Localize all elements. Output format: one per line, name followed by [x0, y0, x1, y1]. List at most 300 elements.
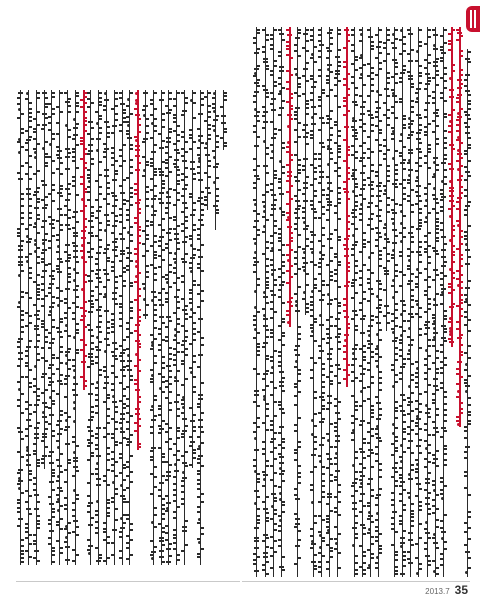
- text-column-stroke: [270, 420, 274, 422]
- text-column-stroke: [318, 75, 322, 77]
- text-column-stroke: [145, 198, 149, 200]
- text-column-stroke: [464, 522, 468, 524]
- text-column-stroke: [281, 321, 285, 323]
- text-column-stroke: [354, 59, 358, 61]
- text-column-stroke: [120, 103, 125, 105]
- text-column-stroke: [59, 518, 63, 520]
- text-column-stroke: [34, 207, 39, 209]
- text-column-stroke: [87, 242, 91, 244]
- text-column-stroke: [270, 372, 274, 374]
- text-column-stroke: [111, 152, 115, 154]
- text-column-stroke: [44, 141, 48, 143]
- text-column-stroke: [57, 271, 62, 273]
- text-column-stroke: [263, 58, 268, 60]
- text-column-stroke: [126, 412, 130, 414]
- text-column-stroke: [161, 218, 165, 220]
- text-column-stroke: [265, 517, 269, 519]
- text-column-stroke: [281, 254, 285, 256]
- text-column-stroke: [104, 214, 109, 216]
- text-column-stroke: [334, 548, 338, 550]
- text-column-stroke: [197, 458, 201, 460]
- text-column-stroke: [410, 299, 414, 301]
- text-column-stroke: [354, 260, 358, 262]
- text-column-stroke: [459, 108, 463, 110]
- text-column-stroke: [449, 187, 454, 189]
- text-column-stroke: [75, 92, 79, 94]
- text-column-stroke: [134, 330, 138, 332]
- text-column-stroke: [286, 212, 290, 214]
- text-column-dot: [449, 180, 452, 183]
- text-column-stroke: [262, 194, 266, 196]
- text-column-stroke: [253, 199, 257, 201]
- text-column-stroke: [273, 284, 277, 286]
- text-column-stroke: [378, 41, 382, 43]
- text-column-stroke: [311, 208, 316, 210]
- text-column-stroke: [326, 433, 330, 435]
- text-column-stroke: [119, 306, 123, 308]
- text-column-stroke: [386, 197, 390, 199]
- text-column: [96, 90, 101, 565]
- text-column-stroke: [67, 98, 71, 100]
- text-column-stroke: [456, 420, 460, 422]
- text-column-stroke: [313, 466, 317, 468]
- text-column-dot: [81, 256, 84, 259]
- text-column-stroke: [352, 508, 357, 510]
- text-column-stroke: [223, 145, 227, 147]
- text-column-stroke: [278, 325, 282, 327]
- text-column-stroke: [378, 258, 382, 260]
- text-column-stroke: [262, 378, 266, 380]
- text-column-stroke: [51, 357, 55, 359]
- text-column-stroke: [134, 299, 138, 301]
- text-column-stroke: [319, 396, 324, 398]
- text-column-stroke: [262, 441, 266, 443]
- text-column-stroke: [407, 447, 411, 449]
- text-column-stroke: [313, 171, 317, 173]
- text-column-stroke: [87, 251, 91, 253]
- text-column-stroke: [198, 113, 203, 115]
- text-column-stroke: [378, 283, 382, 285]
- text-column-stroke: [25, 490, 29, 492]
- text-column-stroke: [367, 442, 371, 444]
- text-column-dot: [368, 334, 371, 337]
- text-column-stroke: [106, 260, 110, 262]
- text-column-stroke: [362, 555, 366, 557]
- text-column-stroke: [399, 355, 403, 357]
- text-column-stroke: [98, 115, 102, 117]
- text-column-stroke: [441, 325, 446, 327]
- text-column-stroke: [103, 156, 107, 158]
- text-column-stroke: [394, 291, 398, 293]
- text-column-stroke: [181, 363, 185, 365]
- text-column-stroke: [176, 342, 180, 344]
- text-column-stroke: [126, 116, 130, 118]
- text-column-stroke: [335, 70, 340, 72]
- text-column-stroke: [145, 125, 149, 127]
- text-column-stroke: [289, 198, 293, 200]
- text-column-stroke: [33, 148, 37, 150]
- text-column-stroke: [329, 474, 333, 476]
- text-column-stroke: [378, 68, 382, 70]
- text-column-stroke: [360, 373, 365, 375]
- text-column-stroke: [192, 361, 196, 363]
- text-column-stroke: [326, 568, 330, 570]
- text-column-stroke: [427, 151, 431, 153]
- text-column-stroke: [81, 230, 86, 232]
- text-column-stroke: [200, 465, 204, 467]
- text-column-stroke: [367, 269, 371, 271]
- text-column-stroke: [370, 41, 374, 43]
- text-column-stroke: [41, 326, 45, 328]
- text-column-stroke: [394, 359, 398, 361]
- text-column-stroke: [56, 239, 60, 241]
- text-column-stroke: [137, 401, 141, 403]
- text-column-stroke: [137, 370, 141, 372]
- text-column-stroke: [256, 229, 260, 231]
- text-column-stroke: [106, 469, 110, 471]
- text-column-stroke: [352, 135, 357, 137]
- text-column-stroke: [112, 125, 117, 127]
- issue-label: 2013.7: [425, 587, 450, 596]
- text-column-stroke: [303, 182, 308, 184]
- text-column-stroke: [25, 365, 29, 367]
- text-column-stroke: [286, 203, 290, 205]
- text-column-stroke: [294, 366, 298, 368]
- text-column-stroke: [435, 74, 439, 76]
- text-column-stroke: [184, 141, 188, 143]
- text-column-stroke: [28, 556, 32, 558]
- text-column-stroke: [106, 344, 110, 346]
- text-column-stroke: [313, 167, 317, 169]
- text-column-stroke: [362, 356, 366, 358]
- text-column-stroke: [432, 323, 436, 325]
- text-column-stroke: [64, 330, 68, 332]
- text-column-stroke: [407, 358, 411, 360]
- text-column-stroke: [48, 263, 52, 265]
- text-column-stroke: [334, 170, 338, 172]
- text-column-stroke: [129, 240, 133, 242]
- text-column-stroke: [295, 523, 300, 525]
- text-column-stroke: [192, 449, 196, 451]
- text-column-stroke: [354, 195, 358, 197]
- text-column-stroke: [64, 92, 68, 94]
- text-column-stroke: [197, 331, 201, 333]
- text-column-stroke: [192, 452, 196, 454]
- text-column-stroke: [424, 134, 428, 136]
- text-column-stroke: [90, 212, 94, 214]
- text-column-stroke: [273, 432, 277, 434]
- text-column-stroke: [378, 250, 382, 252]
- text-column-stroke: [28, 205, 32, 207]
- text-column-stroke: [278, 365, 282, 367]
- text-column-stroke: [344, 285, 349, 287]
- text-column-stroke: [370, 495, 374, 497]
- text-column-stroke: [20, 223, 24, 225]
- text-column-stroke: [424, 294, 428, 296]
- text-column-stroke: [407, 71, 411, 73]
- text-column-stroke: [181, 258, 185, 260]
- text-column-stroke: [114, 255, 118, 257]
- text-column-stroke: [36, 515, 40, 517]
- text-column-stroke: [443, 243, 447, 245]
- text-column-stroke: [111, 331, 115, 333]
- text-column-stroke: [168, 448, 172, 450]
- text-column-stroke: [182, 110, 187, 112]
- text-column-stroke: [418, 334, 422, 336]
- text-column-stroke: [36, 97, 40, 99]
- text-column-stroke: [354, 87, 358, 89]
- text-column-dot: [457, 224, 460, 227]
- text-column-stroke: [176, 351, 180, 353]
- text-column-stroke: [310, 78, 314, 80]
- text-column-dot: [384, 233, 387, 236]
- text-column-stroke: [256, 343, 260, 345]
- text-column-stroke: [44, 204, 48, 206]
- text-column-stroke: [383, 145, 387, 147]
- text-column-stroke: [435, 368, 439, 370]
- text-column-stroke: [72, 242, 76, 244]
- text-column-dot: [433, 44, 436, 47]
- text-column-stroke: [87, 133, 91, 135]
- text-column-stroke: [265, 92, 269, 94]
- text-column-stroke: [378, 311, 382, 313]
- text-column-stroke: [192, 173, 196, 175]
- text-column-stroke: [407, 336, 411, 338]
- text-column-stroke: [181, 550, 185, 552]
- text-column-stroke: [200, 203, 204, 205]
- text-column-stroke: [416, 138, 421, 140]
- text-column-dot: [352, 190, 355, 193]
- text-column-dot: [34, 239, 37, 242]
- text-column-stroke: [153, 257, 157, 259]
- text-column-stroke: [254, 570, 259, 572]
- text-column-stroke: [375, 396, 379, 398]
- text-column-stroke: [297, 557, 301, 559]
- text-column-stroke: [88, 545, 93, 547]
- text-column-stroke: [42, 373, 47, 375]
- text-column-stroke: [103, 252, 107, 254]
- text-column-stroke: [122, 395, 126, 397]
- text-column-stroke: [26, 241, 31, 243]
- text-column-stroke: [443, 147, 447, 149]
- text-column-stroke: [142, 156, 146, 158]
- text-column-stroke: [256, 515, 260, 517]
- text-column-stroke: [386, 53, 390, 55]
- text-column-stroke: [184, 520, 188, 522]
- text-column-stroke: [378, 552, 382, 554]
- text-column-stroke: [281, 142, 285, 144]
- text-column-stroke: [273, 225, 277, 227]
- text-column-stroke: [297, 380, 301, 382]
- text-column-stroke: [375, 497, 379, 499]
- text-column-stroke: [265, 355, 269, 357]
- text-column-stroke: [321, 363, 325, 365]
- text-column-stroke: [326, 342, 330, 344]
- text-column-stroke: [181, 480, 185, 482]
- text-column-stroke: [20, 545, 24, 547]
- text-column-stroke: [114, 215, 118, 217]
- text-column-stroke: [83, 162, 87, 164]
- text-column-stroke: [161, 362, 165, 364]
- text-column-stroke: [370, 48, 374, 50]
- text-column-stroke: [271, 493, 276, 495]
- text-column-stroke: [126, 438, 130, 440]
- text-column-stroke: [114, 220, 118, 222]
- text-column-stroke: [351, 495, 355, 497]
- text-column-stroke: [416, 418, 421, 420]
- text-column-stroke: [189, 196, 193, 198]
- text-column-stroke: [318, 217, 322, 219]
- text-column-stroke: [270, 536, 274, 538]
- text-column-stroke: [165, 386, 169, 388]
- text-column-stroke: [17, 235, 21, 237]
- text-column-stroke: [126, 558, 130, 560]
- text-column-dot: [151, 557, 154, 560]
- text-column-stroke: [329, 365, 333, 367]
- text-column-stroke: [394, 303, 398, 305]
- text-column-stroke: [106, 557, 110, 559]
- text-column: [213, 90, 218, 230]
- text-column-stroke: [310, 528, 314, 530]
- text-column-stroke: [176, 437, 180, 439]
- text-column-stroke: [467, 256, 471, 258]
- text-column-stroke: [111, 164, 115, 166]
- text-column-stroke: [418, 208, 422, 210]
- text-column-stroke: [378, 52, 382, 54]
- text-column-stroke: [137, 309, 141, 311]
- text-column-stroke: [173, 354, 177, 356]
- text-column-stroke: [270, 189, 274, 191]
- text-column-stroke: [448, 131, 452, 133]
- text-column-stroke: [376, 280, 381, 282]
- text-column-stroke: [49, 283, 54, 285]
- text-column-stroke: [48, 314, 52, 316]
- text-column-stroke: [410, 211, 414, 213]
- text-column-stroke: [329, 247, 333, 249]
- text-column-stroke: [394, 29, 398, 31]
- text-column-dot: [198, 160, 201, 163]
- text-column-stroke: [343, 61, 347, 63]
- text-column-stroke: [286, 81, 290, 83]
- text-column-stroke: [184, 97, 188, 99]
- text-column-stroke: [158, 523, 162, 525]
- text-column-stroke: [126, 322, 130, 324]
- text-column-stroke: [273, 387, 277, 389]
- text-column-stroke: [254, 82, 259, 84]
- text-column-stroke: [318, 515, 322, 517]
- text-column-stroke: [310, 99, 314, 101]
- text-column-stroke: [427, 444, 431, 446]
- text-column-stroke: [114, 348, 118, 350]
- text-column-stroke: [318, 129, 322, 131]
- text-column-stroke: [278, 289, 282, 291]
- text-column-stroke: [190, 257, 195, 259]
- text-column-stroke: [17, 228, 21, 230]
- text-column-stroke: [134, 222, 138, 224]
- text-column-stroke: [302, 165, 306, 167]
- text-column-stroke: [33, 391, 37, 393]
- text-column-stroke: [370, 435, 374, 437]
- text-column-stroke: [174, 233, 179, 235]
- text-column-stroke: [376, 322, 381, 324]
- text-column-stroke: [56, 251, 60, 253]
- text-column-dot: [151, 405, 154, 408]
- text-column-stroke: [192, 280, 196, 282]
- text-column-stroke: [329, 271, 333, 273]
- text-column-stroke: [106, 512, 110, 514]
- text-column-stroke: [95, 263, 99, 265]
- text-column-stroke: [368, 449, 373, 451]
- text-column-stroke: [402, 489, 406, 491]
- text-column-stroke: [270, 567, 274, 569]
- text-column-stroke: [337, 198, 341, 200]
- text-column-stroke: [153, 320, 157, 322]
- text-column-stroke: [451, 70, 455, 72]
- text-column-stroke: [318, 158, 322, 160]
- text-column-dot: [34, 250, 37, 253]
- text-column-stroke: [294, 251, 298, 253]
- text-column-stroke: [83, 130, 87, 132]
- text-column-stroke: [457, 179, 462, 181]
- text-column-stroke: [90, 235, 94, 237]
- text-column-stroke: [362, 442, 366, 444]
- text-column-stroke: [294, 68, 298, 70]
- text-column-stroke: [111, 372, 115, 374]
- text-column-stroke: [391, 106, 395, 108]
- text-column-stroke: [433, 250, 438, 252]
- text-column-stroke: [192, 333, 196, 335]
- text-column-stroke: [384, 238, 389, 240]
- text-column-stroke: [151, 419, 156, 421]
- text-column-stroke: [129, 481, 133, 483]
- text-column-stroke: [464, 324, 468, 326]
- text-column-stroke: [295, 180, 300, 182]
- text-column-stroke: [354, 314, 358, 316]
- text-column-stroke: [294, 452, 298, 454]
- text-column-stroke: [126, 269, 130, 271]
- text-column-stroke: [103, 366, 107, 368]
- text-column-stroke: [90, 226, 94, 228]
- text-column-dot: [425, 216, 428, 219]
- text-column-dot: [376, 512, 379, 515]
- text-column-stroke: [34, 433, 39, 435]
- text-column-stroke: [415, 433, 419, 435]
- text-column-stroke: [200, 527, 204, 529]
- text-column-stroke: [265, 403, 269, 405]
- text-column-stroke: [410, 379, 414, 381]
- text-column-stroke: [359, 302, 363, 304]
- text-column-stroke: [165, 431, 169, 433]
- text-column-stroke: [223, 131, 227, 133]
- text-column-stroke: [135, 169, 140, 171]
- text-column-stroke: [173, 228, 177, 230]
- text-column-stroke: [75, 352, 79, 354]
- text-column-stroke: [119, 295, 123, 297]
- text-column-stroke: [265, 287, 269, 289]
- text-column-stroke: [440, 382, 444, 384]
- text-column-stroke: [294, 154, 298, 156]
- text-column-stroke: [57, 380, 62, 382]
- text-column-stroke: [48, 129, 52, 131]
- text-column-stroke: [326, 408, 330, 410]
- text-column-stroke: [440, 206, 444, 208]
- text-column-stroke: [410, 452, 414, 454]
- text-column-stroke: [153, 168, 157, 170]
- text-column-stroke: [174, 166, 179, 168]
- text-column-stroke: [427, 183, 431, 185]
- text-column-stroke: [287, 226, 292, 228]
- text-column-stroke: [329, 550, 333, 552]
